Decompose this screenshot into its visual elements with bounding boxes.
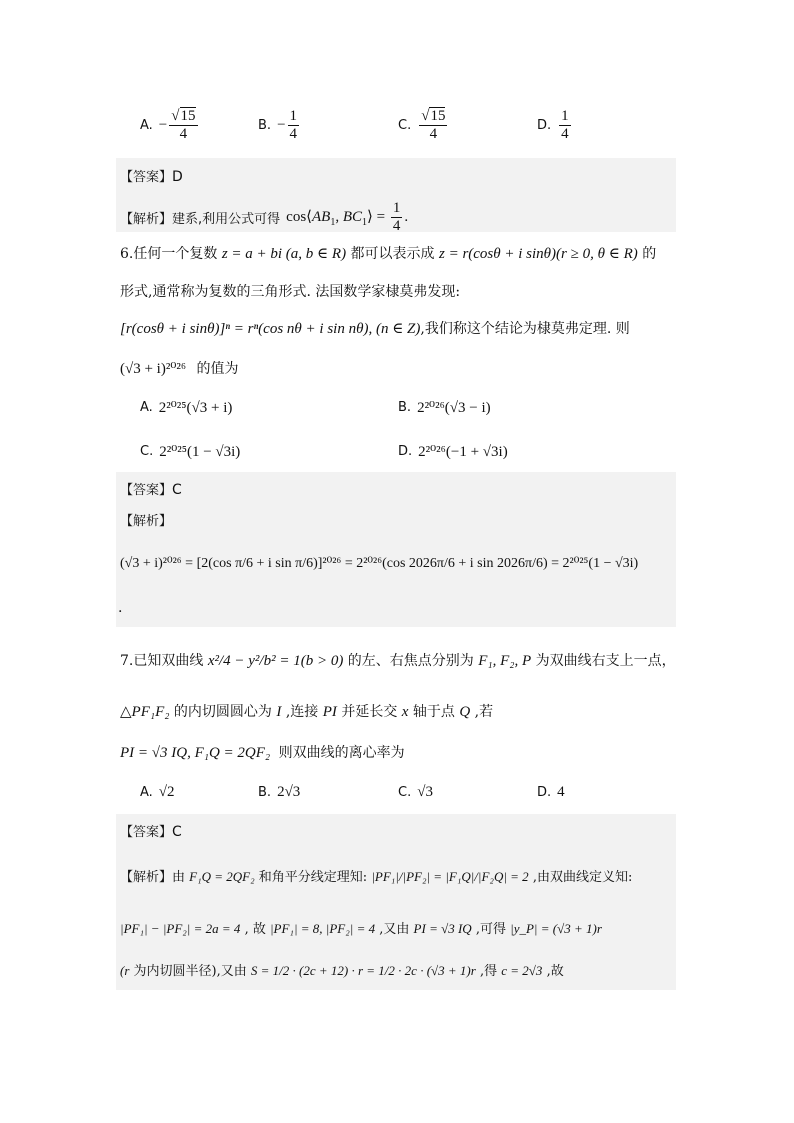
q6-option-b: B. 2²⁰²⁶(√3 − i) <box>398 400 491 416</box>
q6-option-c: C. 2²⁰²⁵(1 − √3i) <box>140 444 241 460</box>
q7-line1: 7.已知双曲线 x²/4 − y²/b² = 1(b > 0) 的左、右焦点分别为 F₁, F₂, P 为双曲线右支上一点， <box>120 653 676 669</box>
q6-line3: [r(cosθ + i sinθ)]ⁿ = rⁿ(cos nθ + i sin nθ), (n ∈ Z),我们称这个结论为棣莫弗定理. 则 <box>120 321 630 337</box>
q5-analysis-line: 【解析】 建系,利用公式可得 $\cos⟨AB_1$, $BC_1⟩$ = $\frac{1}{4}$ . <box>120 200 409 234</box>
q5-option-a-value: − $\frac{√15}{4}$ <box>158 108 196 142</box>
q6-answer-line: 【答案】C <box>120 482 182 498</box>
q7-line3: PI = √3 IQ, F₁Q = 2QF₂ 则双曲线的离心率为 <box>120 745 405 761</box>
q5-option-d: D. $\frac{1}{4}$ <box>537 108 573 143</box>
q5-option-b-value: − $\frac{1}{4}$ <box>277 108 298 142</box>
q5-analysis-formula: $\cos⟨AB_1$, $BC_1⟩$ = $\frac{1}{4}$ . <box>286 200 409 234</box>
q7-answer-line: 【答案】C <box>120 824 182 840</box>
q7-analysis-line2: |PF₁| − |PF₂| = 2a = 4 , 故 |PF₁| = 8, |PF₂| = 4 ,又由 PI = √3 IQ ,可得 |y_P| = (√3 + 1)r <box>120 921 602 937</box>
q6-answer-block <box>116 472 676 627</box>
q6-line2: 形式,通常称为复数的三角形式. 法国数学家棣莫弗发现: <box>120 284 461 300</box>
q6-option-d: D. 2²⁰²⁶(−1 + √3i) <box>398 444 508 460</box>
q6-analysis-label: 【解析】 <box>120 514 173 529</box>
q7-line2: △PF₁F₂ 的内切圆圆心为 I ,连接 PI 并延长交 x 轴于点 Q ,若 <box>120 704 494 720</box>
q7-option-c: C. √3 <box>398 784 433 800</box>
q6-analysis-end: . <box>118 600 123 616</box>
q6-option-a: A. 2²⁰²⁵(√3 + i) <box>140 400 233 416</box>
q7-analysis-line3: (r 为内切圆半径),又由 S = 1/2 · (2c + 12) · r = 1/2 · 2c · (√3 + 1)r ,得 c = 2√3 ,故 <box>120 963 564 979</box>
q5-answer-line: 【答案】D <box>120 169 183 185</box>
q5-option-d-value: $\frac{1}{4}$ <box>561 108 569 142</box>
q6-analysis-formula: (√3 + i)²⁰²⁶ = [2(cos π/6 + i sin π/6)]²⁰²⁶ = 2²⁰²⁶(cos 2026π/6 + i sin 2026π/6) = 2²⁰²⁵(1 − √3i) <box>120 556 639 571</box>
q7-option-d: D. 4 <box>537 784 565 800</box>
q5-option-b: B. − $\frac{1}{4}$ <box>258 108 301 143</box>
q5-option-c-value: $\frac{√15}{4}$ <box>421 108 446 142</box>
q6-line4: (√3 + i)²⁰²⁶ 的值为 <box>120 361 239 377</box>
q7-option-a: A. √2 <box>140 784 175 800</box>
q6-line1: 6.任何一个复数 z = a + bi (a, b ∈ R) 都可以表示成 z = r(cosθ + i sinθ)(r ≥ 0, θ ∈ R) 的 <box>120 246 657 262</box>
q7-analysis-line1: 【解析】由 F₁Q = 2QF₂ 和角平分线定理知: |PF₁|/|PF₂| = |F₁Q|/|F₂Q| = 2 ,由双曲线定义知: <box>120 869 633 885</box>
q5-option-c: C. $\frac{√15}{4}$ <box>398 108 449 143</box>
q7-option-b: B. 2√3 <box>258 784 301 800</box>
q5-option-a: A. − $\frac{√15}{4}$ <box>140 108 200 143</box>
